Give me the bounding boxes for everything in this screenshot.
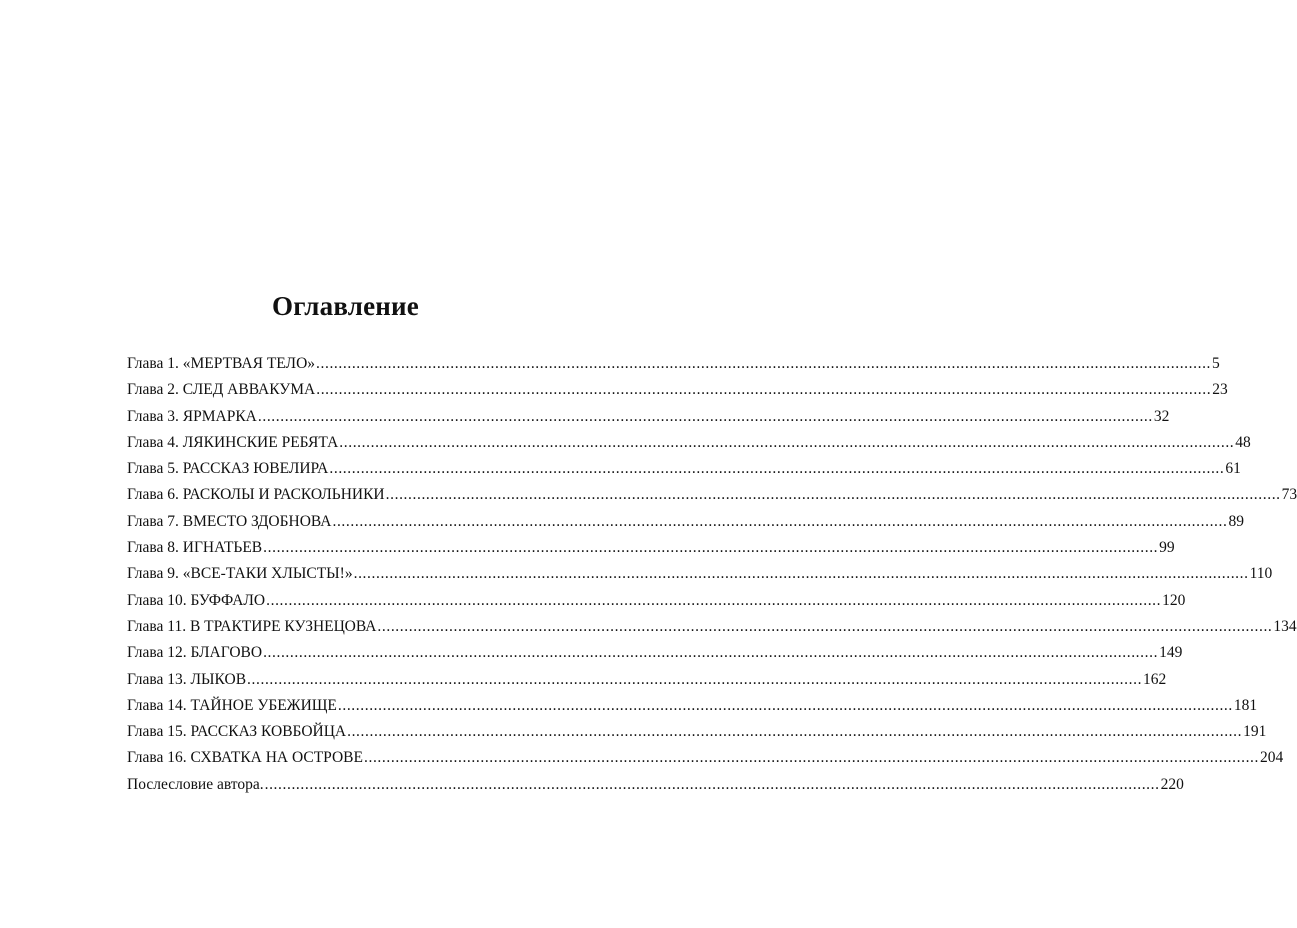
dot-leader: ........................................................................................................................................................................................................: [385, 486, 1281, 504]
toc-entry: [127, 351, 1220, 377]
page-title: Оглавление: [272, 291, 419, 321]
toc-entry-page-number: 61: [1225, 460, 1241, 478]
dot-leader: ........................................................................................................................................................................................................: [266, 591, 1162, 609]
toc-entry-label: Глава 5. РАССКАЗ ЮВЕЛИРА: [127, 460, 329, 478]
toc-entry-page-number: 23: [1212, 381, 1228, 399]
toc-entry-page-number: 181: [1233, 696, 1258, 714]
toc-entry-page-number: 191: [1243, 723, 1267, 741]
toc-entry: [127, 745, 1284, 771]
toc-entry-page-number: 32: [1153, 407, 1170, 425]
toc-entry: [127, 588, 1186, 614]
toc-entry: [127, 614, 1297, 640]
toc-entry-label: Глава 8. ИГНАТЬЕВ: [127, 539, 263, 557]
toc-entry: [127, 430, 1251, 456]
toc-entry: [127, 535, 1175, 561]
toc-entry-label: Послесловие автора.: [127, 775, 264, 793]
toc-entry: [127, 667, 1167, 693]
toc-entry: [127, 719, 1267, 745]
dot-leader: ........................................................................................................................................................................................................: [264, 775, 1160, 793]
toc-entry-page-number: 120: [1162, 591, 1186, 609]
toc-entry-page-number: 110: [1249, 565, 1273, 583]
toc-entry: [127, 772, 1184, 798]
toc-entry-label: Глава 6. РАСКОЛЫ И РАСКОЛЬНИКИ: [127, 486, 385, 504]
dot-leader: ........................................................................................................................................................................................................: [263, 539, 1159, 557]
toc-entry: [127, 640, 1183, 666]
toc-entry-label: Глава 12. БЛАГОВО: [127, 644, 263, 662]
dot-leader: ........................................................................................................................................................................................................: [332, 512, 1228, 530]
toc-entry-page-number: 204: [1260, 749, 1284, 767]
toc-entry: [127, 377, 1228, 403]
dot-leader: ........................................................................................................................................................................................................: [337, 696, 1233, 714]
dot-leader: ........................................................................................................................................................................................................: [364, 749, 1259, 767]
toc-entry-label: Глава 7. ВМЕСТО ЗДОБНОВА: [127, 512, 332, 530]
toc-entry-page-number: 134: [1273, 617, 1297, 635]
dot-leader: ........................................................................................................................................................................................................: [347, 723, 1243, 741]
toc-entry-label: Глава 4. ЛЯКИНСКИЕ РЕБЯТА: [127, 433, 339, 451]
toc-entry-label: Глава 14. ТАЙНОЕ УБЕЖИЩЕ: [127, 696, 337, 714]
toc-entry-page-number: 149: [1159, 644, 1183, 662]
dot-leader: ........................................................................................................................................................................................................: [316, 355, 1212, 372]
table-of-contents: [127, 351, 1297, 798]
toc-entry-page-number: 73: [1281, 486, 1297, 504]
toc-entry-label: Глава 11. В ТРАКТИРЕ КУЗНЕЦОВА: [127, 617, 377, 635]
toc-entry-page-number: 89: [1228, 512, 1244, 530]
toc-entry-label: Глава 15. РАССКАЗ КОВБОЙЦА: [127, 723, 347, 741]
toc-entry-page-number: 162: [1143, 670, 1167, 688]
dot-leader: ........................................................................................................................................................................................................: [247, 670, 1143, 688]
toc-entry: [127, 509, 1244, 535]
toc-entry: [127, 561, 1273, 587]
toc-entry-label: Глава 13. ЛЫКОВ: [127, 670, 247, 688]
toc-entry-label: Глава 16. СХВАТКА НА ОСТРОВЕ: [127, 749, 363, 767]
dot-leader: ........................................................................................................................................................................................................: [377, 617, 1273, 635]
dot-leader: ........................................................................................................................................................................................................: [257, 407, 1153, 425]
toc-entry-page-number: 99: [1159, 539, 1175, 557]
toc-entry: [127, 482, 1297, 508]
toc-entry-page-number: 48: [1235, 433, 1251, 451]
toc-entry: [127, 693, 1258, 719]
toc-entry-label: Глава 2. СЛЕД АВВАКУМА: [127, 381, 316, 399]
toc-entry: [127, 456, 1241, 482]
toc-entry-page-number: 220: [1160, 775, 1184, 793]
dot-leader: ........................................................................................................................................................................................................: [263, 644, 1159, 662]
toc-entry-label: Глава 10. БУФФАЛО: [127, 591, 266, 609]
toc-entry-label: Глава 9. «ВСЕ-ТАКИ ХЛЫСТЫ!»: [127, 565, 353, 583]
toc-entry-page-number: 5: [1212, 355, 1220, 372]
toc-entry: [127, 404, 1170, 430]
dot-leader: ........................................................................................................................................................................................................: [329, 460, 1225, 478]
toc-entry-label: Глава 1. «МЕРТВАЯ ТЕЛО»: [127, 355, 316, 372]
dot-leader: ........................................................................................................................................................................................................: [339, 433, 1235, 451]
dot-leader: ........................................................................................................................................................................................................: [353, 565, 1249, 583]
toc-entry-label: Глава 3. ЯРМАРКА: [127, 407, 257, 425]
dot-leader: ........................................................................................................................................................................................................: [316, 381, 1212, 399]
